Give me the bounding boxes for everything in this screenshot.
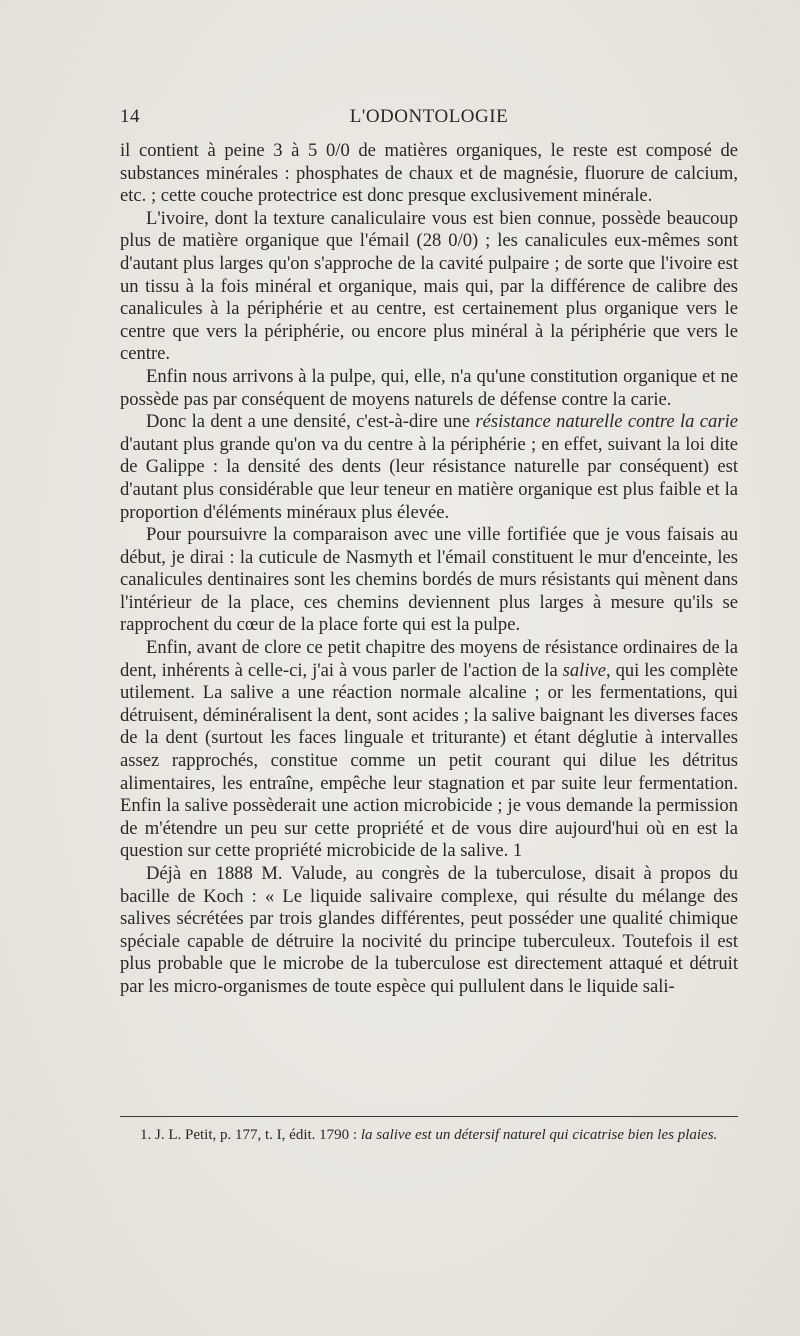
- page-header: [120, 106, 738, 132]
- footnote-emphasis: la salive est un détersif naturel qui cicatrise bien les plaies.: [360, 1127, 718, 1143]
- paragraph-7: Déjà en 1888 M. Valude, au congrès de la tuberculose, disait à propos du bacille de Koch : « Le liquide salivaire complexe, qui résulte du mélange des salives sécrétées par trois glandes différentes, peut posséder une qualité chimique spéciale capable de détruire la nocivité du principe tuberculeux. Toutefois il est plus probable que le microbe de la tuberculose est directement attaqué et détruit par les micro-organismes de toute espèce qui pullulent dans le liquide sali-: [120, 863, 738, 997]
- paragraph-6-emphasis: salive: [562, 659, 607, 681]
- paragraph-4-text-a: Donc la dent a une densité, c'est-à-dire une: [146, 411, 476, 433]
- paragraph-3: Enfin nous arrivons à la pulpe, qui, elle, n'a qu'une constitution organique et ne possède pas par conséquent de moyens naturels de défense contre la carie.: [120, 365, 738, 410]
- paragraph-4: [120, 411, 738, 524]
- paragraph-2: L'ivoire, dont la texture canaliculaire vous est bien connue, possède beaucoup plus de matière organique que l'émail (28 0/0) ; les canalicules eux-mêmes sont d'autant plus larges qu'on s'approche de la cavité pulpaire ; de sorte que l'ivoire est un tissu à la fois minéral et organique, mais qui, par la différence de calibre des canalicules à la périphérie et au centre, est certainement plus organique vers le centre que vers la périphérie, ou encore plus minéral à la périphérie que vers le centre.: [120, 207, 738, 365]
- paragraph-6-text-a: Enfin, avant de clore ce petit chapitre des moyens de résistance ordinaires de la dent, inhérents à celle-ci, j'ai à vous parler de l'action de la: [120, 637, 738, 681]
- paragraph-5: Pour poursuivre la comparaison avec une ville fortifiée que je vous faisais au début, je dirai : la cuticule de Nasmyth et l'émail constituent le mur d'enceinte, les canalicules dentinaires sont les chemins bordés de murs résistants qui mènent dans l'intérieur de la place, ces chemins deviennent plus larges à mesure qu'ils se rapprochent du cœur de la place forte qui est la pulpe.: [120, 524, 738, 636]
- footnote-divider: [120, 1116, 738, 1117]
- footnote: [120, 1126, 738, 1145]
- paragraph-4-emphasis: résistance naturelle contre la carie: [475, 411, 738, 433]
- footnote-text: 1. J. L. Petit, p. 177, t. I, édit. 1790 :: [140, 1127, 361, 1143]
- body-text: [120, 140, 738, 999]
- paragraph-4-text-b: d'autant plus grande qu'on va du centre à la périphérie ; en effet, suivant la loi dite de Galippe : la densité des dents (leur résistance naturelle par conséquent) est d'autant plus considérable que leur teneur en matière organique est plus faible et la proportion d'éléments minéraux plus élevée.: [120, 433, 738, 523]
- paragraph-1: il contient à peine 3 à 5 0/0 de matières organiques, le reste est composé de substances minérales : phosphates de chaux et de magnésie, fluorure de calcium, etc. ; cette couche protectrice est donc presque exclusivement minérale.: [120, 140, 738, 207]
- paragraph-6-text-b: , qui les complète utilement. La salive a une réaction normale alcaline ; or les fermentations, qui détruisent, déminéralisent la dent, sont acides ; la salive baignant les diverses faces de la dent (surtout les faces linguale et triturante) et étant déglutie à intervalles assez rapprochés, constitue comme un petit courant qui dilue les détritus alimentaires, les entraîne, empêche leur stagnation et par suite leur fermentation. Enfin la salive possèderait une action microbicide ; je vous demande la permission de m'étendre un peu sur cette propriété et de vous dire aujourd'hui où en est la question sur cette propriété microbicide de la salive. 1: [120, 659, 738, 862]
- page-number: 14: [120, 106, 140, 127]
- paragraph-6: [120, 637, 738, 863]
- running-title: L'ODONTOLOGIE: [349, 106, 509, 127]
